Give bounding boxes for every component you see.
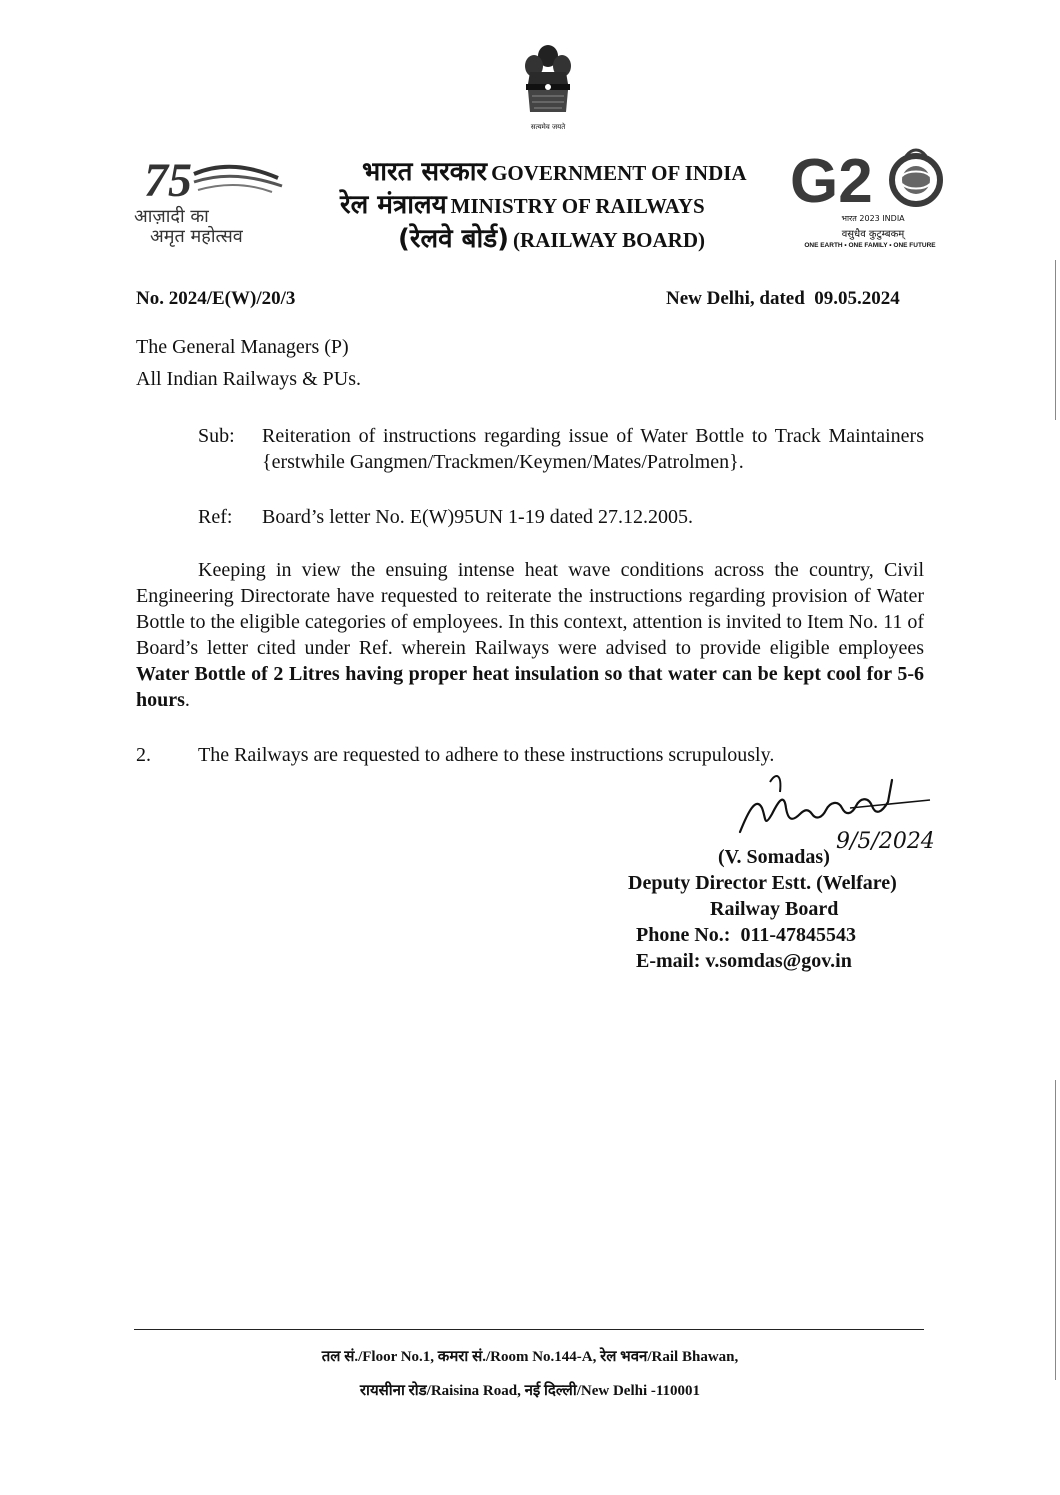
footer-address-line2: रायसीना रोड/Raisina Road, नई दिल्ली/New Delhi -110001 <box>359 1383 701 1399</box>
reference-text: Board’s letter No. E(W)95UN 1-19 dated 27.12.2005. <box>262 506 694 528</box>
footer-divider <box>134 1329 924 1330</box>
handwritten-date: 9/5/2024 <box>836 829 935 854</box>
subject-label: Sub: <box>198 425 235 447</box>
svg-text:75: 75 <box>144 154 192 202</box>
paragraph-1-bold-text: Water Bottle of 2 Litres having proper heat insulation so that water can be kept cool for 5-6 hours <box>136 663 924 711</box>
signatory-name: (V. Somadas) <box>718 846 830 868</box>
g20-english-motto: ONE EARTH • ONE FAMILY • ONE FUTURE <box>804 242 936 249</box>
emblem-motto: सत्यमेव जयते <box>530 123 566 131</box>
amrit-mahotsav-75-icon <box>132 152 292 202</box>
header-line-ministry: रेल मंत्रालय MINISTRY OF RAILWAYS <box>340 190 705 220</box>
paragraph-2-text: The Railways are requested to adhere to these instructions scrupulously. <box>198 744 775 766</box>
national-emblem <box>512 40 584 132</box>
paragraph-2-number: 2. <box>136 744 151 766</box>
scan-edge-mark <box>1055 1080 1056 1380</box>
signatory-designation: Deputy Director Estt. (Welfare) <box>628 872 897 894</box>
signatory-email: E-mail: v.somdas@gov.in <box>636 950 852 972</box>
paragraph-1-end: . <box>184 689 190 711</box>
reference-label: Ref: <box>198 506 233 528</box>
g20-hindi-motto: वसुधैव कुटुम्बकम् <box>841 229 905 240</box>
logo-text-line1: आज़ादी का <box>134 206 209 227</box>
lion-capital-icon <box>512 40 584 120</box>
subject-text: Reiteration of instructions regarding issue of Water Bottle to Track Maintainers {erstwhile Gangmen/Trackmen/Keymen/Mates/Patrolmen}. <box>262 425 924 473</box>
logo-text-line2: अमृत महोत्सव <box>150 226 243 247</box>
g20-subtitle: भारत 2023 INDIA <box>841 214 905 223</box>
g20-india-logo <box>782 146 958 258</box>
header-line-railway-board: (रेलवे बोर्ड) (RAILWAY BOARD) <box>398 224 705 254</box>
addressee-line1: The General Managers (P) <box>136 336 349 358</box>
signatory-phone: Phone No.: 011-47845543 <box>636 924 856 946</box>
paragraph-1 <box>136 557 924 713</box>
paragraph-1-text: Keeping in view the ensuing intense heat wave conditions across the country, Civil Engineering Directorate have requested to reiterate the instructions regarding provision of Water Bottle to the eligible categories of employees. In this context, attention is invited to Item No. 11 of Board’s letter cited under Ref. wherein Railways were advised to provide eligible employees <box>136 559 924 659</box>
signatory-office: Railway Board <box>710 898 839 920</box>
scan-edge-mark <box>1055 260 1056 420</box>
azadi-ka-amrit-mahotsav-logo <box>132 152 304 247</box>
letter-number: No. 2024/E(W)/20/3 <box>136 288 296 309</box>
svg-text:G2: G2 <box>790 147 873 208</box>
letter-date: New Delhi, dated 09.05.2024 <box>666 288 900 309</box>
footer-address-line1: तल सं./Floor No.1, कमरा सं./Room No.144-A, रेल भवन/Rail Bhawan, <box>321 1349 739 1365</box>
header-line-government: भारत सरकार GOVERNMENT OF INDIA <box>362 157 747 187</box>
g20-lotus-globe-icon <box>788 146 948 208</box>
addressee-line2: All Indian Railways & PUs. <box>136 368 361 390</box>
